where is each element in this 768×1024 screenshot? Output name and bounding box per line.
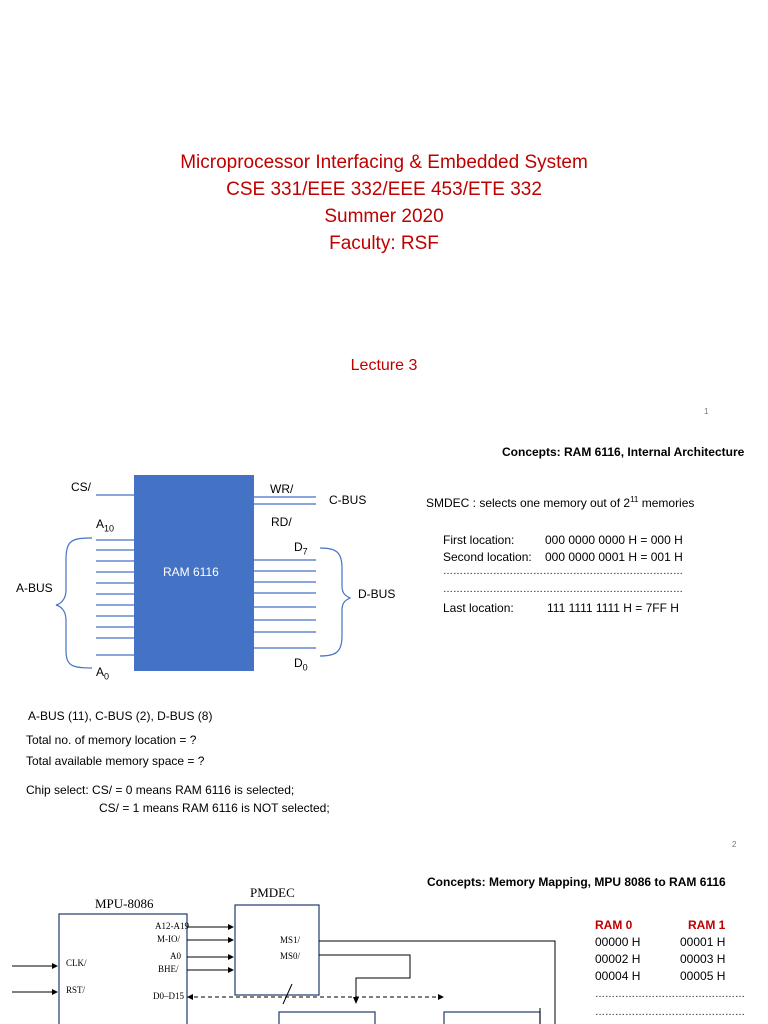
a0-label: $A_0$ [96, 665, 110, 682]
ram1-header: RAM 1 [688, 918, 726, 932]
address-lines [96, 540, 134, 655]
pin-rst: RST/ [66, 985, 86, 995]
dots-row-2: ……………………………………………………………… [443, 584, 683, 595]
d7-label: $D_7$ [294, 540, 308, 557]
pin-a0: A0 [170, 951, 181, 961]
question-space: Total available memory space = ? [26, 754, 205, 768]
smdec-text: SMDEC : selects one memory out of $2^{11}$ memories [426, 495, 695, 510]
pin-clk: CLK/ [66, 958, 87, 968]
first-location-label: First location: [443, 533, 515, 547]
dbus-brace [320, 548, 350, 656]
abus-brace [56, 538, 92, 668]
course-faculty: Faculty: RSF [329, 233, 439, 254]
pin-d0-d15: D0–D15 [153, 991, 184, 1001]
d0-label: $D_0$ [294, 656, 308, 673]
dbus-label: D-BUS [358, 587, 396, 601]
last-location-label: Last location: [443, 601, 514, 615]
page-number-2: 2 [732, 840, 737, 849]
slide3-heading: Concepts: Memory Mapping, MPU 8086 to RAM 6116 [427, 875, 726, 889]
dots-row-1: ……………………………………………………………… [443, 566, 683, 577]
a10-label: $A_{10}$ [96, 517, 115, 534]
question-locations: Total no. of memory location = ? [26, 733, 197, 747]
chip-label: RAM 6116 [163, 565, 219, 579]
ram-dots-1: ……………………………………… [595, 989, 745, 1000]
pmdec-box [235, 905, 319, 995]
pin-ms1: MS1/ [280, 935, 301, 945]
pin-m-io: M-IO/ [157, 934, 180, 944]
last-location-value: 111 1111 1111 H = 7FF H [547, 601, 679, 615]
ram0-header: RAM 0 [595, 918, 633, 932]
cbus-label: C-BUS [329, 493, 367, 507]
second-location-label: Second location: [443, 550, 532, 564]
course-codes: CSE 331/EEE 332/EEE 453/ETE 332 [226, 179, 542, 200]
bus-summary: A-BUS (11), C-BUS (2), D-BUS (8) [28, 709, 213, 723]
pin-a12-a19: A12-A19 [155, 921, 189, 931]
ram0-row-3: 00004 H [595, 969, 641, 983]
slide2-heading: Concepts: RAM 6116, Internal Architecture [502, 445, 745, 459]
ram1-row-1: 00001 H [680, 935, 726, 949]
ram1-row-2: 00003 H [680, 952, 726, 966]
course-term: Summer 2020 [324, 206, 444, 227]
chip-select-line-1: Chip select: CS/ = 0 means RAM 6116 is selected; [26, 783, 295, 797]
course-title: Microprocessor Interfacing & Embedded System [180, 152, 588, 173]
page-number-1: 1 [704, 407, 709, 416]
ram0-row-2: 00002 H [595, 952, 641, 966]
pin-bhe: BHE/ [158, 964, 179, 974]
chip-select-line-2: CS/ = 1 means RAM 6116 is NOT selected; [99, 801, 330, 815]
ram-dots-2: ……………………………………… [595, 1007, 745, 1018]
wr-label: WR/ [270, 482, 294, 496]
cs-label: CS/ [71, 480, 92, 494]
data-lines [254, 560, 316, 648]
ram0-row-1: 00000 H [595, 935, 641, 949]
second-location-value: 000 0000 0001 H = 001 H [545, 550, 683, 564]
pin-ms0: MS0/ [280, 951, 301, 961]
abus-label: A-BUS [16, 581, 53, 595]
mpu-label: MPU-8086 [95, 896, 154, 911]
rd-label: RD/ [271, 515, 292, 529]
first-location-value: 000 0000 0000 H = 000 H [545, 533, 683, 547]
ram1-row-3: 00005 H [680, 969, 726, 983]
pmdec-label: PMDEC [250, 885, 295, 900]
lecture-title: Lecture 3 [350, 357, 418, 374]
